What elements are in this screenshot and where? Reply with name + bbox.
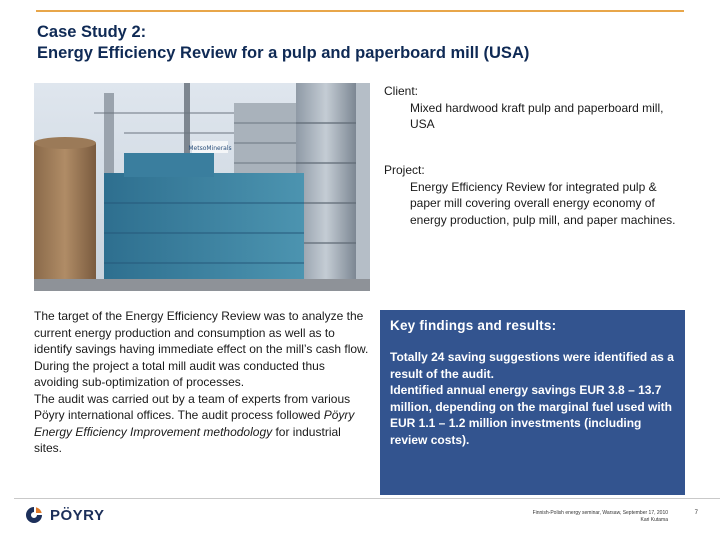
title-line-1: Case Study 2: <box>37 23 147 41</box>
title-line-2: Energy Efficiency Review for a pulp and paperboard mill (USA) <box>37 44 530 62</box>
footer-author: Kari Kutama <box>640 517 668 523</box>
key-findings-paragraph-2: Identified annual energy savings EUR 3.8 – 13.7 million, depending on the marginal fuel used with EUR 1.1 – 1.2 million investments (including review costs). <box>390 383 673 447</box>
methodology-name: Pöyry Energy Efficiency Improvement methodology <box>34 408 355 439</box>
key-findings-box <box>380 310 685 495</box>
description-p3-end: for industrial sites. <box>34 424 341 455</box>
client-section <box>384 83 684 133</box>
footer-caption <box>533 510 668 524</box>
slide-title <box>37 22 697 64</box>
footer-event: Finnish-Polish energy seminar, Warsaw, September 17, 2010 <box>532 510 668 516</box>
client-label: Client: <box>384 84 419 98</box>
client-text: Mixed hardwood kraft pulp and paperboard mill, USA <box>410 100 664 131</box>
page-number: 7 <box>694 510 698 516</box>
project-label: Project: <box>384 163 425 177</box>
poyry-logo-icon <box>24 505 44 525</box>
description-paragraph-2: During the project a total mill audit was conducted thus avoiding sub-optimization of processes. <box>34 358 325 389</box>
logo-text: PÖYRY <box>50 506 105 524</box>
description-paragraph-1: The target of the Energy Efficiency Review was to analyze the current energy production and consumption as well as to identify savings having immediate effect on the mill’s cash flow. <box>34 309 369 356</box>
mill-photo <box>34 83 370 291</box>
top-accent-rule <box>36 10 684 12</box>
description-p3-start: The audit was carried out by a team of experts from various Pöyry international offices. The audit process followed <box>34 391 351 422</box>
building-sign: MetsoMinerals <box>188 145 232 152</box>
description-paragraph-3 <box>34 391 370 457</box>
footer-rule <box>14 498 720 499</box>
key-findings-paragraph-1: Totally 24 saving suggestions were identified as a result of the audit. <box>390 350 674 381</box>
poyry-logo <box>24 505 104 525</box>
key-findings-body <box>390 349 675 448</box>
key-findings-title: Key findings and results: <box>390 318 557 333</box>
project-text: Energy Efficiency Review for integrated pulp & paper mill covering overall energy economy of energy production, pulp mill, and paper machines. <box>410 179 676 227</box>
project-section <box>384 162 684 228</box>
description-text <box>34 308 370 457</box>
